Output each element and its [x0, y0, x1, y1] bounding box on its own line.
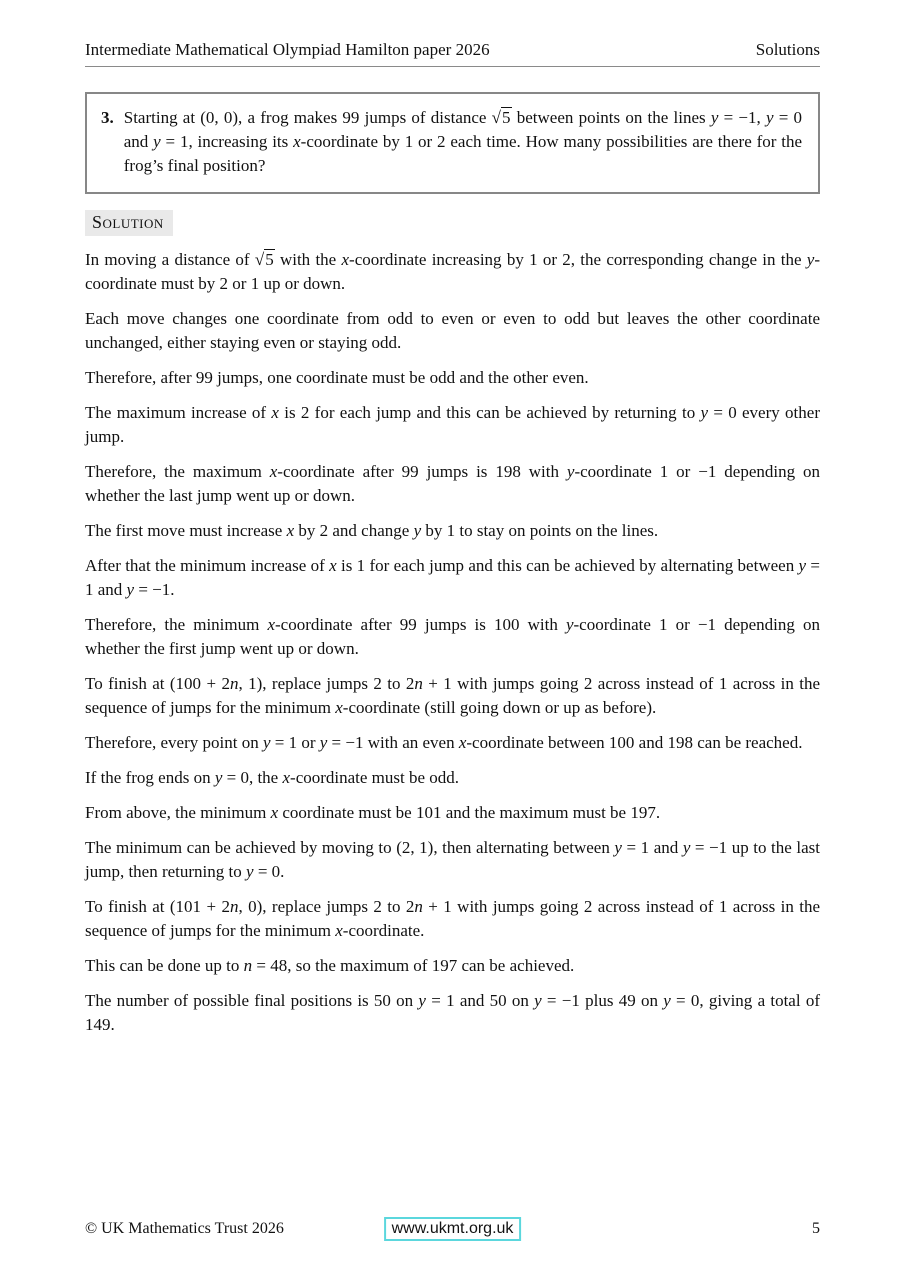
- solution-paragraph: Therefore, after 99 jumps, one coordinate must be odd and the other even.: [85, 368, 589, 387]
- question-number: 3.: [101, 108, 114, 127]
- header-title: Intermediate Mathematical Olympiad Hamilton paper 2026: [85, 40, 490, 59]
- solution-paragraph: Each move changes one coordinate from odd to even or even to odd but leaves the other coordinate unchanged, either staying even or staying odd.: [85, 309, 820, 352]
- page-footer: [85, 1220, 820, 1238]
- solution-paragraph: In moving a distance of √5 with the x-coordinate increasing by 1 or 2, the corresponding change in the y-coordinate must by 2 or 1 up or down.: [85, 250, 820, 293]
- solution-paragraph: The first move must increase x by 2 and change y by 1 to stay on points on the lines.: [85, 521, 659, 540]
- solution-paragraph: This can be done up to n = 48, so the maximum of 197 can be achieved.: [85, 956, 575, 975]
- solution-paragraph: From above, the minimum x coordinate must be 101 and the maximum must be 197.: [85, 803, 661, 822]
- sqrt-radical: √5: [491, 108, 511, 127]
- solution-paragraph: If the frog ends on y = 0, the x-coordinate must be odd.: [85, 768, 460, 787]
- page-header: [85, 0, 820, 60]
- footer-website-link[interactable]: www.ukmt.org.uk: [384, 1217, 522, 1241]
- footer-copyright: © UK Mathematics Trust 2026: [85, 1220, 284, 1237]
- header-rule: [85, 66, 820, 67]
- solution-label: Solution: [85, 210, 173, 236]
- solution-paragraph: After that the minimum increase of x is 1 for each jump and this can be achieved by alternating between y = 1 and y = −1.: [85, 556, 820, 599]
- question-text: Starting at (0, 0), a frog makes 99 jumps of distance √5 between points on the lines y = −1, y = 0 and y = 1, increasing its x-coordinate by 1 or 2 each time. How many possibilities are there for the frog’s final position?: [123, 108, 803, 175]
- header-right-label: Solutions: [755, 40, 820, 59]
- solution-paragraph: Therefore, the minimum x-coordinate after 99 jumps is 100 with y-coordinate 1 or −1 depending on whether the first jump went up or down.: [85, 615, 821, 658]
- solution-paragraph: The minimum can be achieved by moving to (2, 1), then alternating between y = 1 and y = −1 up to the last jump, then returning to y = 0.: [85, 838, 820, 881]
- solution-paragraph: Therefore, the maximum x-coordinate after 99 jumps is 198 with y-coordinate 1 or −1 depending on whether the last jump went up or down.: [85, 462, 821, 505]
- footer-page-number: 5: [812, 1220, 820, 1237]
- solution-paragraph: To finish at (101 + 2n, 0), replace jumps 2 to 2n + 1 with jumps going 2 across instead of 1 across in the sequence of jumps for the minimum x-coordinate.: [85, 897, 820, 940]
- page-content: [85, 0, 820, 1048]
- question-box: [85, 92, 820, 194]
- solution-paragraph: The number of possible final positions is 50 on y = 1 and 50 on y = −1 plus 49 on y = 0, giving a total of 149.: [85, 991, 820, 1034]
- solution-paragraph: To finish at (100 + 2n, 1), replace jumps 2 to 2n + 1 with jumps going 2 across instead of 1 across in the sequence of jumps for the minimum x-coordinate (still going down or up as before).: [85, 674, 820, 717]
- solution-paragraph: Therefore, every point on y = 1 or y = −1 with an even x-coordinate between 100 and 198 can be reached.: [85, 733, 803, 752]
- solution-paragraph: The maximum increase of x is 2 for each jump and this can be achieved by returning to y = 0 every other jump.: [85, 403, 820, 446]
- sqrt-radical: √5: [254, 250, 274, 269]
- solution-body: [85, 248, 820, 1037]
